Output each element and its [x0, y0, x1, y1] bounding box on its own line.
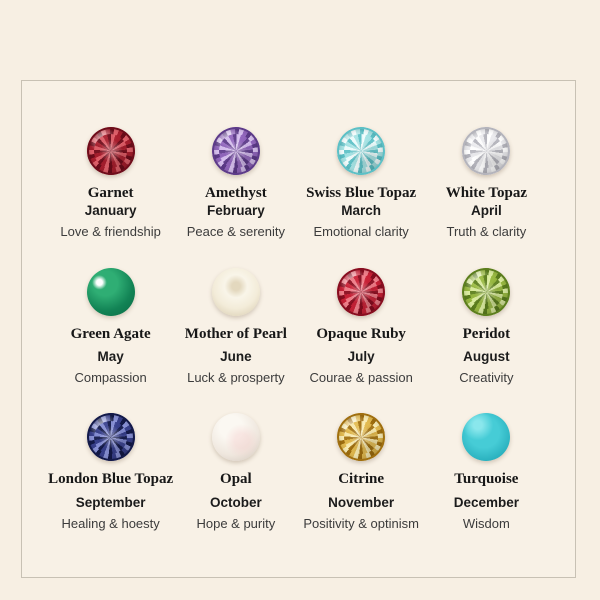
stone-meaning: Hope & purity	[196, 515, 276, 531]
stone-name: London Blue Topaz	[48, 471, 174, 488]
stone-name: Swiss Blue Topaz	[306, 185, 417, 201]
stone-card	[299, 268, 424, 387]
stone-name: White Topaz	[445, 185, 528, 201]
stone-meaning: Wisdom	[462, 515, 510, 531]
stone-card	[299, 413, 424, 532]
stone-meaning: Healing & hoesty	[61, 515, 160, 531]
stone-meaning: Peace & serenity	[186, 224, 286, 240]
stone-name: Citrine	[338, 471, 385, 488]
stone-month: April	[470, 203, 502, 219]
stone-card	[173, 127, 298, 241]
stone-meaning: Creativity	[459, 370, 514, 386]
stone-name: Turquoise	[454, 471, 519, 488]
garnet-gem-icon	[87, 127, 135, 175]
stone-month: December	[453, 494, 520, 510]
citrine-gem-icon	[337, 413, 385, 461]
turquoise-gem-icon	[462, 413, 510, 461]
opaque-ruby-gem-icon	[337, 268, 385, 316]
stone-month: May	[97, 348, 124, 364]
london-blue-topaz-gem-icon	[87, 413, 135, 461]
stone-card	[48, 413, 173, 532]
stone-name: Amethyst	[205, 185, 267, 201]
stone-month: November	[328, 494, 395, 510]
stone-month: August	[463, 348, 510, 364]
stone-meaning: Love & friendship	[60, 224, 161, 240]
stone-card	[424, 413, 549, 532]
stone-meaning: Courae & passion	[309, 370, 413, 386]
stone-card	[299, 127, 424, 241]
stone-name: Peridot	[462, 325, 511, 342]
stone-name: Opal	[220, 471, 252, 488]
stone-name: Mother of Pearl	[184, 325, 287, 342]
birthstone-chart-panel	[21, 80, 576, 578]
opal-gem-icon	[212, 413, 260, 461]
swiss-blue-topaz-gem-icon	[337, 127, 385, 175]
stone-card	[424, 127, 549, 241]
stone-name: Opaque Ruby	[316, 325, 406, 342]
stone-meaning: Luck & prosperty	[187, 370, 285, 386]
stone-card	[48, 268, 173, 387]
stone-card	[424, 268, 549, 387]
stone-card	[48, 127, 173, 241]
stone-grid	[22, 81, 575, 532]
mother-of-pearl-gem-icon	[212, 268, 260, 316]
stone-meaning: Positivity & optinism	[303, 515, 419, 531]
stone-card	[173, 413, 298, 532]
stone-month: January	[84, 203, 137, 219]
stone-meaning: Truth & clarity	[446, 224, 527, 240]
stone-month: September	[75, 494, 146, 510]
stone-card	[173, 268, 298, 387]
stone-month: February	[206, 203, 265, 219]
white-topaz-gem-icon	[462, 127, 510, 175]
stone-meaning: Emotional clarity	[313, 224, 409, 240]
stone-month: October	[209, 494, 262, 510]
peridot-gem-icon	[462, 268, 510, 316]
stone-month: June	[220, 348, 252, 364]
amethyst-gem-icon	[212, 127, 260, 175]
stone-meaning: Compassion	[74, 370, 147, 386]
stone-month: July	[347, 348, 375, 364]
stone-name: Garnet	[87, 185, 134, 201]
green-agate-gem-icon	[87, 268, 135, 316]
stone-name: Green Agate	[70, 325, 151, 342]
stone-month: March	[341, 203, 381, 219]
